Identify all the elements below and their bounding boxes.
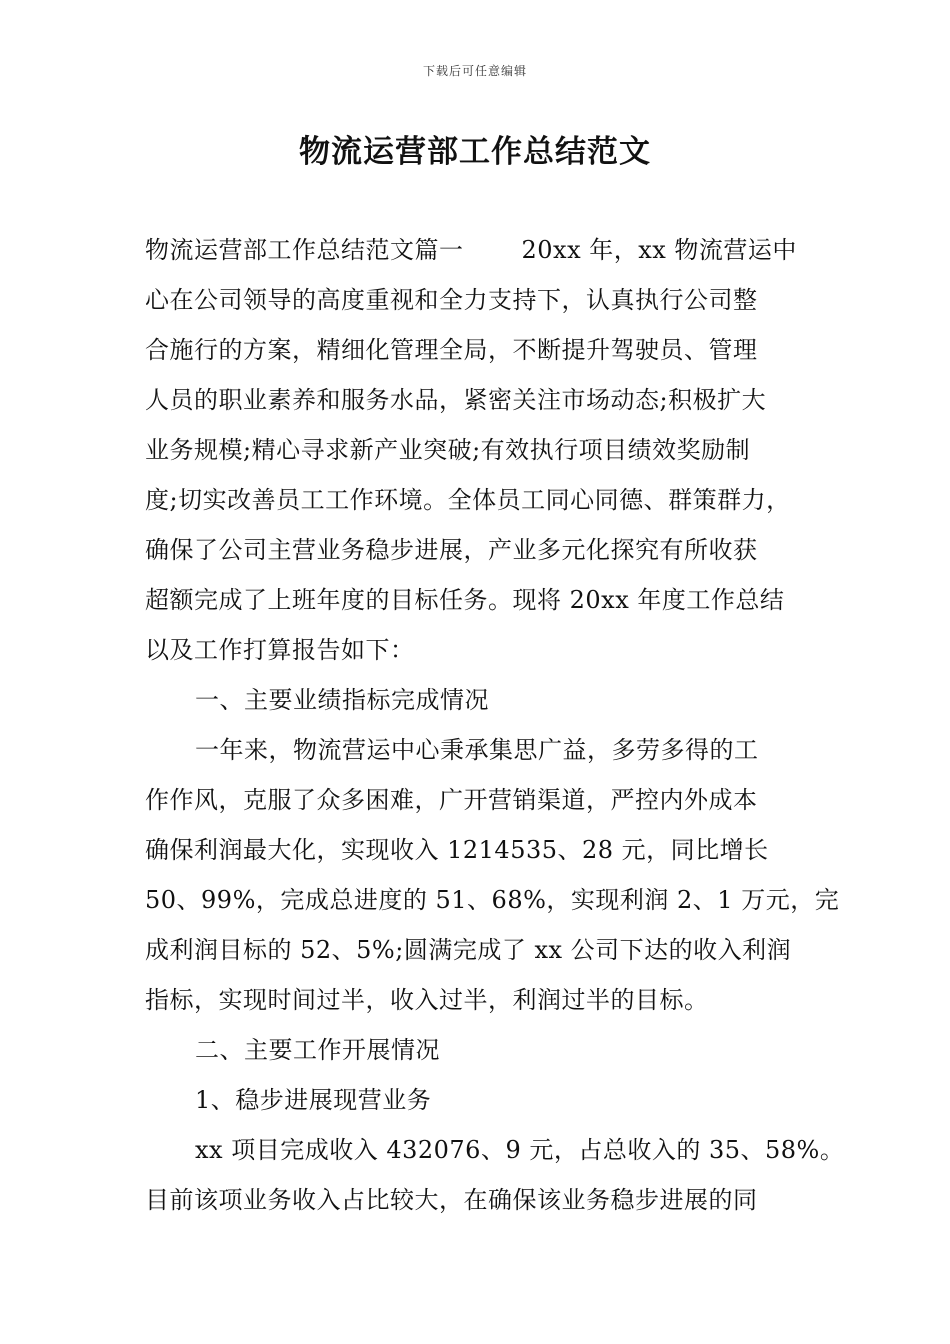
intro-lead: 物流运营部工作总结范文篇一	[145, 236, 464, 264]
paragraph-line: 以及工作打算报告如下：	[145, 636, 415, 664]
paragraph-line: xx 项目完成收入 432076、9 元，占总收入的 35、58%。	[195, 1136, 845, 1164]
paragraph-line: 人员的职业素养和服务水品，紧密关注市场动态;积极扩大	[145, 386, 767, 414]
intro-rest: 20xx 年，xx 物流营运中	[521, 236, 797, 264]
paragraph-line: 指标，实现时间过半，收入过半，利润过半的目标。	[145, 986, 709, 1014]
paragraph-line: 心在公司领导的高度重视和全力支持下，认真执行公司整	[145, 286, 758, 314]
paragraph-line: 成利润目标的 52、5%;圆满完成了 xx 公司下达的收入利润	[145, 936, 792, 964]
paragraph-line: 合施行的方案，精细化管理全局，不断提升驾驶员、管理	[145, 336, 758, 364]
section-heading: 一、主要业绩指标完成情况	[195, 686, 489, 714]
paragraph-line: 确保了公司主营业务稳步进展，产业多元化探究有所收获	[145, 536, 758, 564]
paragraph-line: 度;切实改善员工工作环境。全体员工同心同德、群策群力，	[145, 486, 791, 514]
paragraph-line: 超额完成了上班年度的目标任务。现将 20xx 年度工作总结	[145, 586, 785, 614]
paragraph-line: 50、99%，完成总进度的 51、68%，实现利润 2、1 万元，完	[145, 886, 840, 914]
paragraph-line: 确保利润最大化，实现收入 1214535、28 元，同比增长	[145, 836, 769, 864]
paragraph-line: 作作风，克服了众多困难，广开营销渠道，严控内外成本	[145, 786, 758, 814]
paragraph-line	[145, 235, 797, 265]
header-note: 下载后可任意编辑	[422, 64, 527, 78]
paragraph-line: 一年来，物流营运中心秉承集思广益，多劳多得的工	[195, 736, 759, 764]
section-heading: 二、主要工作开展情况	[195, 1036, 440, 1064]
document-title: 物流运营部工作总结范文	[299, 134, 651, 170]
subsection-heading: 1、稳步进展现营业务	[195, 1086, 432, 1114]
paragraph-line: 业务规模;精心寻求新产业突破;有效执行项目绩效奖励制	[145, 436, 751, 464]
paragraph-line: 目前该项业务收入占比较大，在确保该业务稳步进展的同	[145, 1186, 758, 1214]
